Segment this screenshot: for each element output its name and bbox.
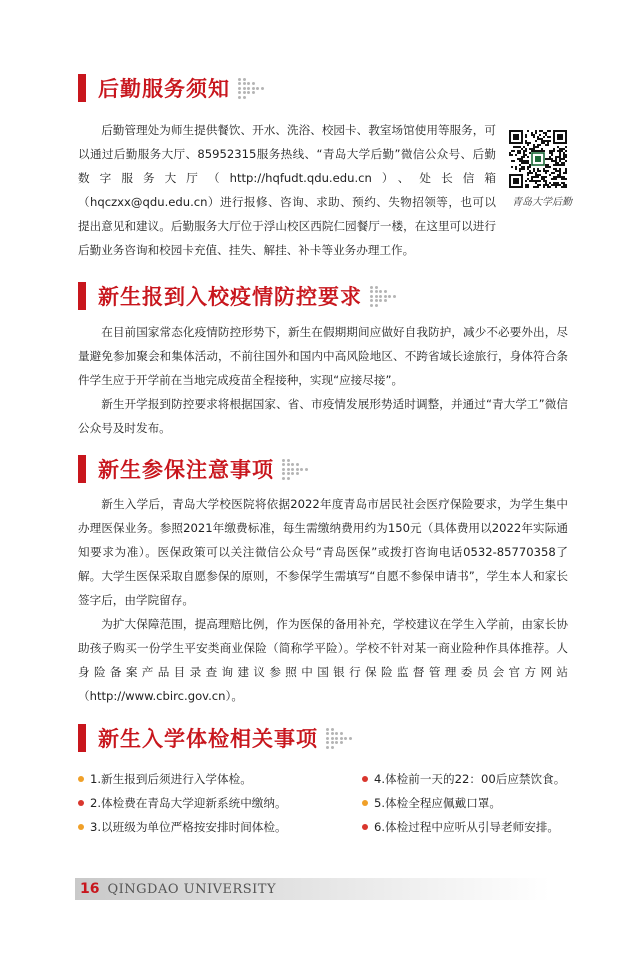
list-item [362, 819, 559, 835]
list-item-text: 3.以班级为单位严格按安排时间体检。 [90, 820, 287, 834]
list-item-text: 2.体检费在青岛大学迎新系统中缴纳。 [90, 796, 287, 810]
list-item [78, 819, 287, 835]
insurance-paragraph-1: 新生入学后，青岛大学校医院将依据2022年度青岛市居民社会医疗保险要求，为学生集中办理医保业务。参照2021年缴费标准，每生需缴纳费用约为150元（具体费用以2022年实际通知要求为准）。医保政策可以关注微信公众号“青岛医保”或拨打咨询电话0532-85770358了解。大学生医保采取自愿参保的原则，不参保学生需填写“自愿不参保申请书”，学生本人和家长签字后，由学院留存。 [78, 497, 568, 607]
dot-pattern-icon [238, 78, 264, 99]
list-item [78, 795, 287, 811]
section-title: 新生入学体检相关事项 [98, 726, 318, 751]
section-heading-health-check [78, 722, 352, 754]
qr-code-icon [509, 130, 567, 188]
logistics-paragraph: 后勤管理处为师生提供餐饮、开水、洗浴、校园卡、教室场馆使用等服务，可以通过后勤服务大厅、85952315服务热线、“青岛大学后勤”微信公众号、后勤数字服务大厅（http://hqfudt.qdu.edu.cn）、处长信箱（hqczxx@qdu.edu.cn）进行报修、咨询、求助、预约、失物招领等，也可以提出意见和建议。后勤服务大厅位于浮山校区西院仁园餐厅一楼，在这里可以进行后勤业务咨询和校园卡充值、挂失、解挂、补卡等业务办理工作。 [78, 123, 496, 257]
list-item [78, 771, 252, 787]
bullet-icon [362, 800, 368, 806]
epidemic-paragraph-1: 在目前国家常态化疫情防控形势下，新生在假期期间应做好自我防护，减少不必要外出，尽量避免参加聚会和集体活动，不前往国外和国内中高风险地区、不跨省域长途旅行，身体符合条件学生应于开学前在当地完成疫苗全程接种，实现“应接尽接”。 [78, 325, 568, 387]
dot-pattern-icon [370, 286, 396, 307]
insurance-paragraph-2: 为扩大保障范围，提高理赔比例，作为医保的备用补充，学校建议在学生入学前，由家长协助孩子购买一份学生平安类商业保险（简称学平险）。学校不针对某一商业险种作具体推荐。人身险备案产品目录查询建议参照中国银行保险监督管理委员会官方网站（http://www.cbirc.gov.cn）。 [78, 617, 568, 703]
bullet-icon [362, 824, 368, 830]
section-heading-insurance [78, 453, 308, 485]
page-footer [75, 878, 550, 900]
list-item-text: 1.新生报到后须进行入学体检。 [90, 772, 252, 786]
list-item-text: 4.体检前一天的22：00后应禁饮食。 [374, 772, 566, 786]
dot-pattern-icon [282, 459, 308, 480]
section-heading-epidemic [78, 280, 396, 312]
list-item [362, 771, 565, 787]
epidemic-paragraph-2: 新生开学报到防控要求将根据国家、省、市疫情发展形势适时调整，并通过“青大学工”微信公众号及时发布。 [78, 397, 568, 435]
dot-pattern-icon [326, 728, 352, 749]
heading-bar [78, 282, 86, 310]
bullet-icon [78, 800, 84, 806]
section-title: 后勤服务须知 [98, 76, 230, 101]
list-item [362, 795, 501, 811]
list-item-text: 5.体检全程应佩戴口罩。 [374, 796, 501, 810]
heading-bar [78, 74, 86, 102]
list-item-text: 6.体检过程中应听从引导老师安排。 [374, 820, 559, 834]
page-number: 16 [80, 881, 100, 897]
heading-bar [78, 455, 86, 483]
section-title: 新生参保注意事项 [98, 457, 274, 482]
bullet-icon [78, 776, 84, 782]
section-heading-logistics [78, 72, 264, 104]
bullet-icon [362, 776, 368, 782]
bullet-icon [78, 824, 84, 830]
section-title: 新生报到入校疫情防控要求 [98, 284, 362, 309]
university-name: QINGDAO UNIVERSITY [107, 881, 277, 897]
heading-bar [78, 724, 86, 752]
qr-caption: 青岛大学后勤 [512, 197, 572, 208]
